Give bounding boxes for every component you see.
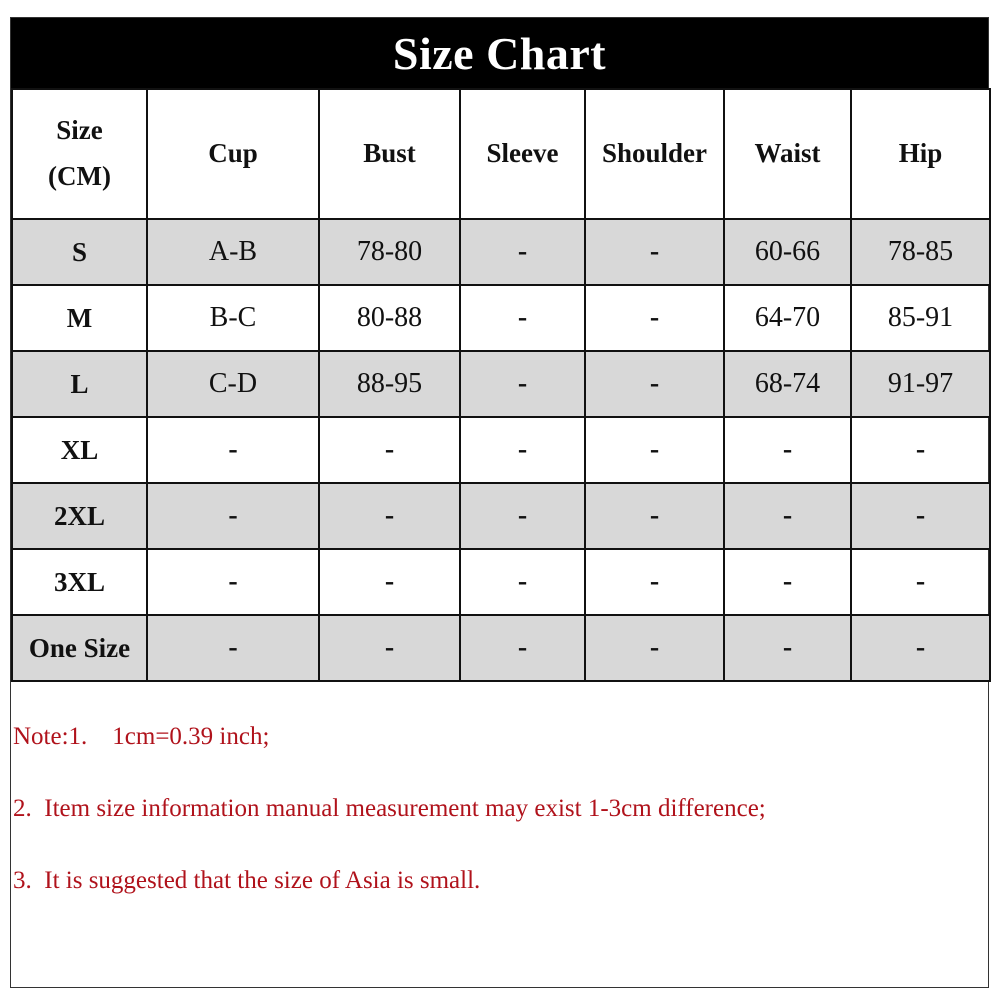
sleeve-cell: - bbox=[460, 417, 585, 483]
size-cell: 3XL bbox=[12, 549, 147, 615]
sleeve-cell: - bbox=[460, 219, 585, 285]
bust-cell: - bbox=[319, 615, 460, 681]
size-cell: XL bbox=[12, 417, 147, 483]
sleeve-cell: - bbox=[460, 285, 585, 351]
sleeve-cell: - bbox=[460, 615, 585, 681]
waist-cell: 68-74 bbox=[724, 351, 851, 417]
size-cell: M bbox=[12, 285, 147, 351]
size-table bbox=[11, 88, 991, 682]
shoulder-cell: - bbox=[585, 615, 724, 681]
shoulder-cell: - bbox=[585, 417, 724, 483]
header-waist: Waist bbox=[724, 89, 851, 219]
waist-cell: - bbox=[724, 615, 851, 681]
waist-cell: - bbox=[724, 417, 851, 483]
shoulder-cell: - bbox=[585, 351, 724, 417]
table-row-xl bbox=[12, 417, 990, 483]
cup-cell: - bbox=[147, 549, 319, 615]
waist-cell: 60-66 bbox=[724, 219, 851, 285]
shoulder-cell: - bbox=[585, 549, 724, 615]
hip-cell: 85-91 bbox=[851, 285, 990, 351]
header-sleeve: Sleeve bbox=[460, 89, 585, 219]
waist-cell: 64-70 bbox=[724, 285, 851, 351]
sleeve-cell: - bbox=[460, 483, 585, 549]
size-cell: One Size bbox=[12, 615, 147, 681]
table-row-2xl bbox=[12, 483, 990, 549]
size-chart bbox=[10, 17, 989, 988]
hip-cell: - bbox=[851, 615, 990, 681]
hip-cell: - bbox=[851, 549, 990, 615]
sleeve-cell: - bbox=[460, 549, 585, 615]
size-cell: S bbox=[12, 219, 147, 285]
notes-section bbox=[11, 696, 988, 987]
header-shoulder: Shoulder bbox=[585, 89, 724, 219]
cup-cell: A-B bbox=[147, 219, 319, 285]
header-cup: Cup bbox=[147, 89, 319, 219]
bust-cell: 88-95 bbox=[319, 351, 460, 417]
note-2: 2. Item size information manual measurement may exist 1-3cm difference; bbox=[13, 795, 766, 822]
table-row-3xl bbox=[12, 549, 990, 615]
shoulder-cell: - bbox=[585, 285, 724, 351]
cup-cell: C-D bbox=[147, 351, 319, 417]
waist-cell: - bbox=[724, 549, 851, 615]
cup-cell: B-C bbox=[147, 285, 319, 351]
bust-cell: - bbox=[319, 549, 460, 615]
size-cell: 2XL bbox=[12, 483, 147, 549]
hip-cell: 91-97 bbox=[851, 351, 990, 417]
sleeve-cell: - bbox=[460, 351, 585, 417]
cup-cell: - bbox=[147, 483, 319, 549]
header-bust: Bust bbox=[319, 89, 460, 219]
table-row-one-size bbox=[12, 615, 990, 681]
table-row-l bbox=[12, 351, 990, 417]
header-row bbox=[12, 89, 990, 219]
hip-cell: - bbox=[851, 417, 990, 483]
hip-cell: 78-85 bbox=[851, 219, 990, 285]
bust-cell: 78-80 bbox=[319, 219, 460, 285]
bust-cell: - bbox=[319, 483, 460, 549]
waist-cell: - bbox=[724, 483, 851, 549]
header-size bbox=[12, 89, 147, 219]
size-cell: L bbox=[12, 351, 147, 417]
header-hip: Hip bbox=[851, 89, 990, 219]
shoulder-cell: - bbox=[585, 483, 724, 549]
shoulder-cell: - bbox=[585, 219, 724, 285]
header-size-line2: (CM) bbox=[48, 161, 111, 191]
hip-cell: - bbox=[851, 483, 990, 549]
note-1: Note:1. 1cm=0.39 inch; bbox=[13, 723, 270, 750]
header-size-line1: Size bbox=[56, 115, 103, 146]
chart-title: Size Chart bbox=[11, 18, 988, 88]
cup-cell: - bbox=[147, 615, 319, 681]
table-row-m bbox=[12, 285, 990, 351]
bust-cell: - bbox=[319, 417, 460, 483]
note-3: 3. It is suggested that the size of Asia is small. bbox=[13, 867, 481, 894]
bust-cell: 80-88 bbox=[319, 285, 460, 351]
cup-cell: - bbox=[147, 417, 319, 483]
table-row-s bbox=[12, 219, 990, 285]
